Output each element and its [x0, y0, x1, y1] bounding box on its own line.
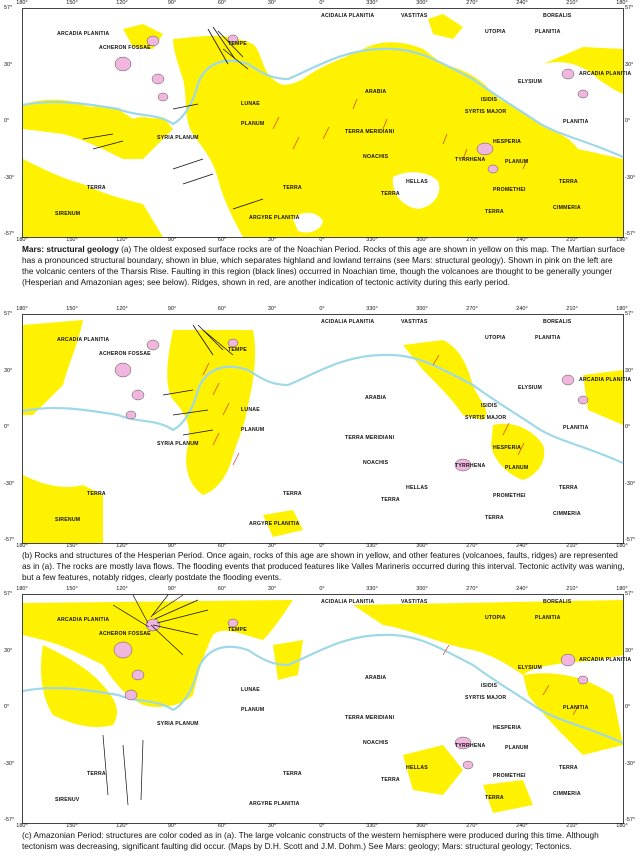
label-arcadia-w: ARCADIA PLANITIA — [57, 337, 110, 343]
longitude-tick: 210° — [566, 823, 578, 829]
label-syria: SYRIA PLANUM — [157, 135, 199, 141]
label-lunae: LUNAE — [241, 101, 260, 107]
label-planum: PLANUM — [241, 121, 265, 127]
label-terra-meridiani: TERRA MERIDIANI — [345, 129, 395, 135]
label-syrtis: SYRTIS MAJOR — [465, 695, 507, 701]
label-elysium: ELYSIUM — [518, 79, 542, 85]
longitude-tick: 30° — [267, 237, 277, 243]
latitude-tick: -57° — [625, 537, 636, 543]
label-tyrrhena: TYRRHENA — [455, 157, 486, 163]
label-syria: SYRIA PLANUM — [157, 721, 199, 727]
label-planum2: PLANUM — [505, 745, 529, 751]
longitude-tick: 0° — [319, 306, 325, 312]
longitude-tick: 300° — [416, 586, 428, 592]
label-hesperia: HESPERIA — [493, 139, 522, 145]
longitude-tick: 210° — [566, 306, 578, 312]
label-borealis: BOREALIS — [543, 599, 572, 605]
label-terra1: TERRA — [87, 771, 106, 777]
label-syria: SYRIA PLANUM — [157, 441, 199, 447]
longitude-tick: 270° — [466, 0, 478, 6]
label-tyrrhena: TYRRHENA — [455, 463, 486, 469]
latitude-tick: 57° — [625, 311, 634, 317]
label-terra2: TERRA — [283, 185, 302, 191]
hesperian-rocks — [23, 320, 83, 415]
label-planum2: PLANUM — [505, 159, 529, 165]
longitude-tick: 0° — [319, 543, 325, 549]
label-utopia: UTOPIA — [485, 335, 506, 341]
label-arcadia-e: ARCADIA PLANITIA — [579, 71, 632, 77]
label-planitia-c: PLANITIA — [563, 425, 589, 431]
label-sirenum: SIRENUM — [55, 211, 81, 217]
longitude-tick: 150° — [66, 0, 78, 6]
label-vastitas: VASTITAS — [401, 13, 428, 19]
label-lunae: LUNAE — [241, 407, 260, 413]
latitude-tick: 57° — [4, 311, 13, 317]
label-lunae: LUNAE — [241, 687, 260, 693]
label-elysium: ELYSIUM — [518, 385, 542, 391]
longitude-tick: 270° — [466, 306, 478, 312]
longitude-tick: 330° — [366, 306, 378, 312]
label-borealis: BOREALIS — [543, 13, 572, 19]
longitude-tick: 210° — [566, 586, 578, 592]
latitude-tick: -30° — [625, 174, 636, 181]
longitude-tick: 300° — [416, 237, 428, 243]
label-terra5: TERRA — [485, 209, 504, 215]
longitude-tick: 180° — [16, 823, 28, 829]
latitude-tick: 30° — [4, 647, 13, 654]
map-c-graphic — [23, 595, 623, 823]
noachian-rocks — [23, 100, 173, 159]
longitude-tick: 60° — [217, 0, 227, 6]
longitude-ticks-top — [16, 0, 628, 8]
longitude-tick: 90° — [167, 823, 177, 829]
label-vastitas: VASTITAS — [401, 319, 428, 325]
longitude-ticks-top — [16, 306, 628, 314]
label-planitia-e: PLANITIA — [535, 335, 561, 341]
label-arabia: ARABIA — [365, 89, 387, 95]
longitude-tick: 120° — [116, 586, 128, 592]
latitude-tick: -30° — [4, 174, 15, 181]
label-terra1: TERRA — [87, 185, 106, 191]
map-a-graphic — [23, 9, 623, 237]
label-isidis: ISIDIS — [481, 97, 498, 103]
label-cimmeria: CIMMERIA — [553, 205, 581, 211]
label-syrtis: SYRTIS MAJOR — [465, 109, 507, 115]
label-acidalia: ACIDALIA PLANITIA — [321, 13, 375, 19]
latitude-tick: 0° — [4, 118, 10, 124]
latitude-tick: 0° — [4, 704, 10, 710]
label-terra4: TERRA — [559, 179, 578, 185]
longitude-tick: 330° — [366, 543, 378, 549]
label-acheron: ACHERON FOSSAE — [99, 351, 151, 357]
label-terra5: TERRA — [485, 795, 504, 801]
label-tyrrhena: TYRRHENA — [455, 743, 486, 749]
label-hellas: HELLAS — [406, 485, 428, 491]
label-arcadia-e: ARCADIA PLANITIA — [579, 377, 632, 383]
latitude-tick: 0° — [625, 118, 631, 124]
longitude-tick: 90° — [167, 237, 177, 243]
longitude-tick: 90° — [167, 0, 177, 6]
longitude-tick: 90° — [167, 543, 177, 549]
longitude-tick: 240° — [516, 543, 528, 549]
longitude-tick: 180° — [16, 543, 28, 549]
label-terra1: TERRA — [87, 491, 106, 497]
latitude-tick: -57° — [4, 537, 15, 543]
longitude-tick: 270° — [466, 823, 478, 829]
latitude-tick: -30° — [4, 760, 15, 767]
latitude-tick: 57° — [4, 5, 13, 11]
longitude-tick: 120° — [116, 0, 128, 6]
label-tempe: TEMPE — [228, 41, 247, 47]
longitude-tick: 300° — [416, 543, 428, 549]
longitude-tick: 150° — [66, 823, 78, 829]
longitude-tick: 180° — [16, 0, 28, 6]
longitude-tick: 0° — [319, 586, 325, 592]
longitude-tick: 120° — [116, 306, 128, 312]
longitude-tick: 120° — [116, 823, 128, 829]
longitude-tick: 150° — [66, 543, 78, 549]
label-planum: PLANUM — [241, 427, 265, 433]
latitude-tick: -30° — [4, 480, 15, 487]
latitude-tick: -30° — [625, 480, 636, 487]
label-sirenum: SIRENUM — [55, 517, 81, 523]
longitude-tick: 300° — [416, 306, 428, 312]
longitude-tick: 330° — [366, 0, 378, 6]
longitude-tick: 240° — [516, 306, 528, 312]
longitude-tick: 240° — [516, 586, 528, 592]
longitude-tick: 270° — [466, 543, 478, 549]
longitude-tick: 60° — [217, 586, 227, 592]
longitude-tick: 0° — [319, 237, 325, 243]
label-arcadia-w: ARCADIA PLANITIA — [57, 617, 110, 623]
longitude-tick: 180° — [16, 306, 28, 312]
longitude-tick: 300° — [416, 823, 428, 829]
label-cimmeria: CIMMERIA — [553, 511, 581, 517]
longitude-tick: 150° — [66, 237, 78, 243]
label-planitia-c: PLANITIA — [563, 705, 589, 711]
longitude-tick: 30° — [267, 543, 277, 549]
longitude-tick: 330° — [366, 586, 378, 592]
longitude-tick: 30° — [267, 306, 277, 312]
label-syrtis: SYRTIS MAJOR — [465, 415, 507, 421]
longitude-tick: 150° — [66, 586, 78, 592]
longitude-tick: 60° — [217, 237, 227, 243]
label-terra-meridiani: TERRA MERIDIANI — [345, 715, 395, 721]
label-arabia: ARABIA — [365, 675, 387, 681]
label-terra4: TERRA — [559, 485, 578, 491]
label-tempe: TEMPE — [228, 347, 247, 353]
label-isidis: ISIDIS — [481, 403, 498, 409]
label-terra2: TERRA — [283, 491, 302, 497]
label-planitia-e: PLANITIA — [535, 29, 561, 35]
caption-a-title: Mars: structural geology — [22, 244, 119, 254]
longitude-tick: 210° — [566, 543, 578, 549]
label-terra3: TERRA — [381, 191, 400, 197]
longitude-tick: 330° — [366, 823, 378, 829]
latitude-tick: 57° — [625, 591, 634, 597]
longitude-tick: 90° — [167, 306, 177, 312]
longitude-tick: 30° — [267, 823, 277, 829]
longitude-tick: 180° — [616, 237, 628, 243]
label-promethei: PROMETHEI — [493, 493, 526, 499]
label-acidalia: ACIDALIA PLANITIA — [321, 319, 375, 325]
longitude-tick: 60° — [217, 543, 227, 549]
label-argyre: ARGYRE PLANITIA — [249, 215, 300, 221]
longitude-tick: 180° — [16, 586, 28, 592]
caption-a-text: (a) The oldest exposed surface rocks are of the Noachian Period. Rocks of this age are shown in yellow on this map. The Martian surface has a pronounced structural boundary, shown in blue, which separates highland and lowland terrains (see Mars: structural geology). Shown in pink on the left are the volcanic centers of the Tharsis Rise. Faulting in this region (black lines) occurred in Noachian time, though the volcanoes are thought to be generally younger (Hesperian and Amazonian ages; see below). Ridges, shown in red, are another indication of tectonic activity during this early period. — [22, 244, 625, 287]
map-b-graphic — [23, 315, 623, 543]
label-utopia: UTOPIA — [485, 615, 506, 621]
label-terra3: TERRA — [381, 497, 400, 503]
longitude-tick: 240° — [516, 823, 528, 829]
latitude-tick: 57° — [625, 5, 634, 11]
latitude-tick: -57° — [4, 817, 15, 823]
latitude-tick: 30° — [625, 61, 634, 68]
label-argyre: ARGYRE PLANITIA — [249, 521, 300, 527]
label-hellas: HELLAS — [406, 179, 428, 185]
longitude-tick: 150° — [66, 306, 78, 312]
longitude-tick: 180° — [616, 0, 628, 6]
label-terra5: TERRA — [485, 515, 504, 521]
longitude-tick: 180° — [616, 543, 628, 549]
label-noachis: NOACHIS — [363, 154, 389, 160]
longitude-tick: 30° — [267, 0, 277, 6]
label-noachis: NOACHIS — [363, 460, 389, 466]
label-planum: PLANUM — [241, 707, 265, 713]
longitude-tick: 60° — [217, 306, 227, 312]
longitude-tick: 300° — [416, 0, 428, 6]
longitude-tick: 240° — [516, 0, 528, 6]
longitude-tick: 210° — [566, 237, 578, 243]
label-arcadia-w: ARCADIA PLANITIA — [57, 31, 110, 37]
label-noachis: NOACHIS — [363, 740, 389, 746]
label-sirenum: SIRENUV — [55, 797, 80, 803]
latitude-tick: -57° — [625, 231, 636, 237]
latitude-tick: 0° — [625, 704, 631, 710]
longitude-tick: 0° — [319, 823, 325, 829]
label-planitia-c: PLANITIA — [563, 119, 589, 125]
caption-b: (b) Rocks and structures of the Hesperian Period. Once again, rocks of this age are shown in yellow, and other features (volcanoes, faults, ridges) are represented as in (a). The rocks are mostly lava flows. The flooding events that produced features like Valles Marineris occurred during this interval. Tectonic activity was waning, but a few features, notably ridges, clearly postdate the flooding events. — [22, 550, 625, 582]
label-utopia: UTOPIA — [485, 29, 506, 35]
label-isidis: ISIDIS — [481, 683, 498, 689]
label-hellas: HELLAS — [406, 765, 428, 771]
longitude-tick: 270° — [466, 237, 478, 243]
longitude-tick: 270° — [466, 586, 478, 592]
label-vastitas: VASTITAS — [401, 599, 428, 605]
label-hesperia: HESPERIA — [493, 725, 522, 731]
latitude-tick: 30° — [625, 647, 634, 654]
longitude-tick: 60° — [217, 823, 227, 829]
label-cimmeria: CIMMERIA — [553, 791, 581, 797]
latitude-tick: 30° — [625, 367, 634, 374]
label-terra2: TERRA — [283, 771, 302, 777]
longitude-tick: 180° — [616, 823, 628, 829]
longitude-tick: 90° — [167, 586, 177, 592]
longitude-tick: 330° — [366, 237, 378, 243]
label-elysium: ELYSIUM — [518, 665, 542, 671]
latitude-tick: 30° — [4, 61, 13, 68]
latitude-tick: -30° — [625, 760, 636, 767]
label-planum2: PLANUM — [505, 465, 529, 471]
label-acheron: ACHERON FOSSAE — [99, 45, 151, 51]
label-tempe: TEMPE — [228, 627, 247, 633]
longitude-tick: 180° — [616, 306, 628, 312]
latitude-tick: 0° — [625, 424, 631, 430]
label-arabia: ARABIA — [365, 395, 387, 401]
label-planitia-e: PLANITIA — [535, 615, 561, 621]
label-promethei: PROMETHEI — [493, 773, 526, 779]
longitude-tick: 180° — [16, 237, 28, 243]
label-promethei: PROMETHEI — [493, 187, 526, 193]
latitude-tick: -57° — [4, 231, 15, 237]
label-terra-meridiani: TERRA MERIDIANI — [345, 435, 395, 441]
label-terra3: TERRA — [381, 777, 400, 783]
caption-a — [22, 244, 626, 288]
latitude-tick: 0° — [4, 424, 10, 430]
label-hesperia: HESPERIA — [493, 445, 522, 451]
longitude-tick: 240° — [516, 237, 528, 243]
latitude-tick: 57° — [4, 591, 13, 597]
longitude-tick: 120° — [116, 543, 128, 549]
longitude-tick: 0° — [319, 0, 325, 6]
latitude-tick: -57° — [625, 817, 636, 823]
longitude-ticks-top — [16, 586, 628, 594]
longitude-tick: 120° — [116, 237, 128, 243]
latitude-tick: 30° — [4, 367, 13, 374]
longitude-tick: 30° — [267, 586, 277, 592]
label-acheron: ACHERON FOSSAE — [99, 631, 151, 637]
label-borealis: BOREALIS — [543, 319, 572, 325]
label-acidalia: ACIDALIA PLANITIA — [321, 599, 375, 605]
longitude-tick: 210° — [566, 0, 578, 6]
label-argyre: ARGYRE PLANITIA — [249, 801, 300, 807]
label-terra4: TERRA — [559, 765, 578, 771]
caption-c: (c) Amazonian Period: structures are color coded as in (a). The large volcanic constructs of the western hemisphere were produced during this time. Although tectonism was decreasing, significant faulting did occur. (Maps by D.H. Scott and J.M. Dohm.) See Mars: geology; Mars: structural geology; Tectonics. — [22, 830, 599, 851]
label-arcadia-e: ARCADIA PLANITIA — [579, 657, 632, 663]
longitude-tick: 180° — [616, 586, 628, 592]
